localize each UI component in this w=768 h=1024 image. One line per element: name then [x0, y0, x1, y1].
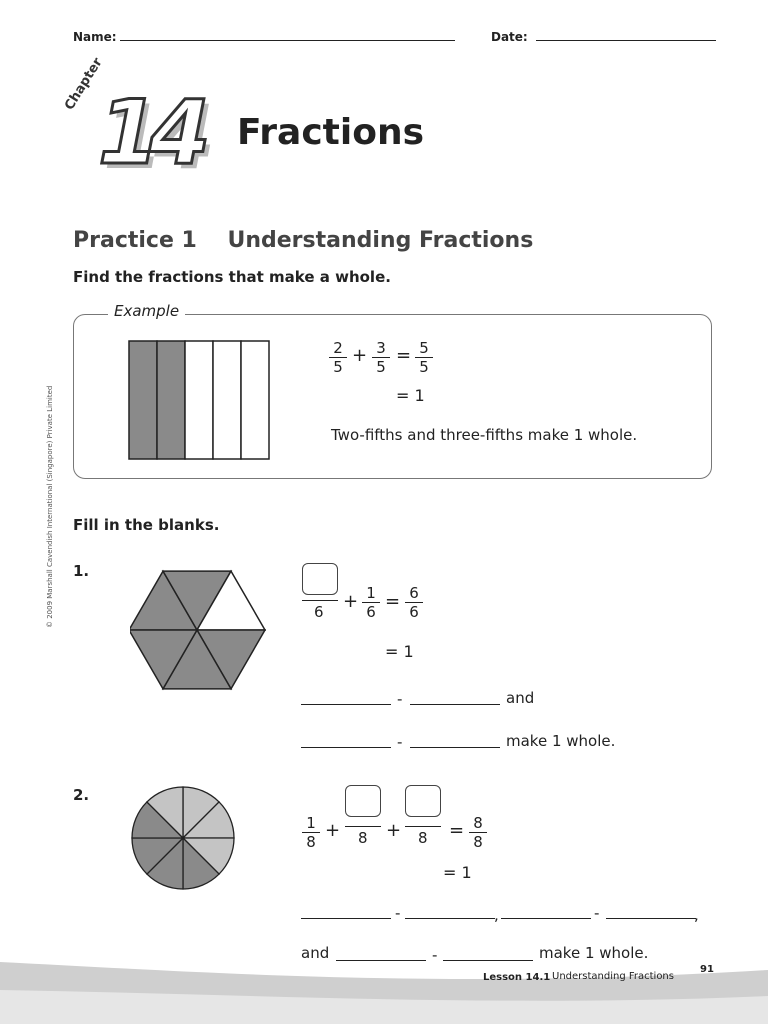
question-2-number: 2. — [73, 786, 90, 804]
q2-make-text: make 1 whole. — [539, 944, 649, 962]
q2-blank-1[interactable] — [301, 918, 391, 919]
q2-blank1-denominator: 8 — [358, 829, 368, 847]
example-label: Example — [108, 302, 185, 320]
q2-result-line: = 1 — [443, 863, 472, 882]
dash: - — [432, 946, 438, 964]
strip-part-1 — [129, 341, 157, 459]
dash: - — [395, 904, 401, 922]
q1-blank-2[interactable] — [410, 704, 500, 705]
practice-instruction: Find the fractions that make a whole. — [73, 268, 391, 286]
strip-part-5 — [241, 341, 269, 459]
q1-blank-1[interactable] — [301, 704, 391, 705]
example-frac-b: 3 5 — [372, 340, 390, 375]
date-label: Date: — [491, 30, 528, 44]
page-number: 91 — [700, 964, 714, 975]
equals-sign: = — [385, 591, 401, 612]
name-field-line[interactable] — [120, 40, 455, 41]
answer-box-q2-numerator-2[interactable] — [405, 785, 441, 817]
copyright-text: © 2009 Marshall Cavendish International (Singapore) Private Limited — [46, 385, 54, 628]
dash: - — [397, 733, 403, 751]
plus-sign: + — [352, 345, 368, 366]
strip-part-2 — [157, 341, 185, 459]
example-sentence: Two-fifths and three-fifths make 1 whole. — [331, 426, 638, 444]
question-1-number: 1. — [73, 562, 90, 580]
q2-blank-3[interactable] — [501, 918, 591, 919]
q1-make-text: make 1 whole. — [506, 732, 616, 750]
comma: , — [494, 906, 499, 924]
q1-frac-result: 6 6 — [405, 585, 423, 620]
q2-blank-2[interactable] — [405, 918, 495, 919]
chapter-number: 14 — [98, 81, 201, 184]
q2-blank1-fraction-bar — [345, 826, 381, 827]
q1-result-line: = 1 — [385, 642, 414, 661]
plus-sign: + — [343, 591, 359, 612]
q2-blank2-denominator: 8 — [418, 829, 428, 847]
dash: - — [594, 904, 600, 922]
example-frac-a: 2 5 — [329, 340, 347, 375]
circle-diagram — [130, 785, 236, 891]
example-frac-result: 5 5 — [415, 340, 433, 375]
q1-blank-3[interactable] — [301, 747, 391, 748]
equals-sign: = — [449, 820, 465, 841]
answer-box-q2-numerator-1[interactable] — [345, 785, 381, 817]
q1-frac-b: 1 6 — [362, 585, 380, 620]
example-result-line: = 1 — [396, 386, 425, 405]
comma: , — [694, 906, 699, 924]
q2-blank-4[interactable] — [606, 918, 696, 919]
date-field-line[interactable] — [536, 40, 716, 41]
q1-blank-4[interactable] — [410, 747, 500, 748]
footer-wave — [0, 950, 768, 1024]
practice-heading: Practice 1 Understanding Fractions — [73, 228, 534, 253]
chapter-badge — [62, 55, 230, 195]
footer-lesson: Lesson 14.1 — [483, 972, 551, 983]
chapter-word: Chapter — [62, 55, 106, 113]
name-label: Name: — [73, 30, 117, 44]
plus-sign: + — [386, 820, 402, 841]
footer-lesson-title: Understanding Fractions — [552, 971, 674, 982]
example-strip-diagram — [128, 340, 272, 462]
q2-frac-a: 1 8 — [302, 815, 320, 850]
strip-part-3 — [185, 341, 213, 459]
answer-box-q1-numerator[interactable] — [302, 563, 338, 595]
plus-sign: + — [325, 820, 341, 841]
q2-frac-result: 8 8 — [469, 815, 487, 850]
q2-blank2-fraction-bar — [405, 826, 441, 827]
fill-instruction: Fill in the blanks. — [73, 516, 220, 534]
dash: - — [397, 690, 403, 708]
strip-part-4 — [213, 341, 241, 459]
q1-blank-denominator: 6 — [314, 603, 324, 621]
q1-and-text: and — [506, 689, 535, 707]
q2-and-text: and — [301, 944, 330, 962]
hexagon-diagram — [130, 560, 266, 700]
q1-blank-fraction-bar — [302, 600, 338, 601]
chapter-title: Fractions — [237, 112, 425, 153]
equals-sign: = — [396, 345, 412, 366]
